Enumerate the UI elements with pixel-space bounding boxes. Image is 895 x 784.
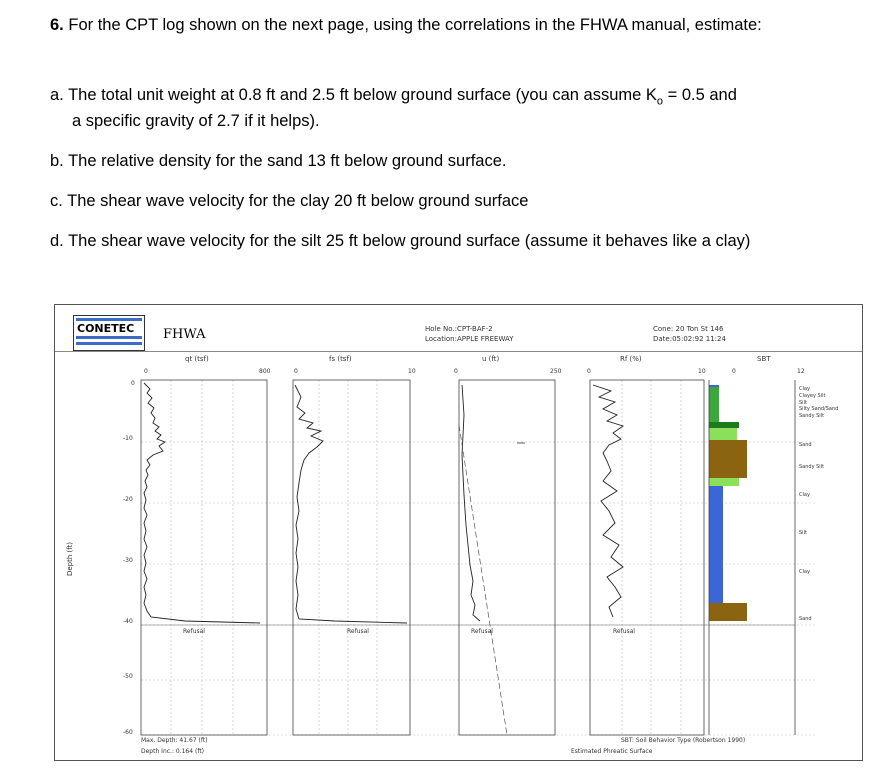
sbt-legend-item: Clay <box>799 386 810 392</box>
sbt-legend-item: Sandy Silt <box>799 413 825 419</box>
qt-panel <box>141 380 267 735</box>
question-intro <box>50 14 762 37</box>
depth-tick: -50 <box>123 673 133 680</box>
depth-tick: -60 <box>123 729 133 736</box>
hole-number: Hole No.:CPT-BAF-2 <box>425 325 493 333</box>
fs-trace <box>295 385 407 623</box>
refusal-label: Refusal <box>183 628 205 635</box>
panel-header-fs: fs (tsf) <box>329 355 352 363</box>
item-text: The total unit weight at 0.8 ft and 2.5 ft below ground surface (you can assume K <box>68 86 657 104</box>
sbt-legend-item: Clay <box>799 569 810 575</box>
client-name: FHWA <box>163 327 206 342</box>
fs-panel <box>293 380 410 735</box>
rf-panel <box>590 380 704 735</box>
sbt-max: 12 <box>797 368 805 375</box>
depth-axis-label: Depth (ft) <box>66 541 75 577</box>
phreatic-surface-note: Estimated Phreatic Surface <box>571 748 653 755</box>
depth-tick: 0 <box>131 380 135 387</box>
item-letter: c. <box>50 192 63 210</box>
cone-info: Cone: 20 Ton St 146 <box>653 325 724 333</box>
sbt-legend-item: Clay <box>799 492 810 498</box>
fs-max: 10 <box>408 368 416 375</box>
depth-tick: -40 <box>123 618 133 625</box>
sbt-legend-item: Silt <box>799 400 807 406</box>
max-depth: Max. Depth: 41.67 (ft) <box>141 737 208 744</box>
rf-trace <box>593 385 623 617</box>
depth-tick: -30 <box>123 557 133 564</box>
cpt-plots <box>55 305 862 760</box>
panel-header-rf: Rf (%) <box>620 355 642 363</box>
refusal-label: Refusal <box>613 628 635 635</box>
sbt-legend-item: Sand <box>799 616 812 622</box>
refusal-label: Refusal <box>347 628 369 635</box>
item-b <box>50 150 506 173</box>
depth-tick: -20 <box>123 496 133 503</box>
u-max: 250 <box>550 368 562 375</box>
qt-min: 0 <box>144 368 148 375</box>
item-text: The relative density for the sand 13 ft below ground surface. <box>68 152 507 170</box>
test-date: Date:05:02:92 11:24 <box>653 335 726 343</box>
cpt-log-figure <box>54 304 863 761</box>
rf-max: 10 <box>698 368 706 375</box>
hydrostatic-line <box>459 425 507 735</box>
depth-increment: Depth Inc.: 0.164 (ft) <box>141 748 205 755</box>
u-min: 0 <box>454 368 458 375</box>
panel-frames <box>141 380 704 735</box>
qt-max: 800 <box>259 368 271 375</box>
refusal-label: Refusal <box>471 628 493 635</box>
sbt-note: SBT: Soil Behavior Type (Robertson 1990) <box>621 737 746 744</box>
depth-tick: -10 <box>123 435 133 442</box>
u-panel <box>459 380 555 735</box>
rf-min: 0 <box>587 368 591 375</box>
sbt-legend-item: Silt <box>799 530 807 536</box>
item-a-line2: a specific gravity of 2.7 if it helps). <box>72 112 320 130</box>
sbt-legend-item: Silty Sand/Sand <box>799 406 839 412</box>
logo-text: CONETEC <box>77 322 135 335</box>
item-subscript: o <box>656 95 664 108</box>
panel-header-u: u (ft) <box>482 355 500 363</box>
item-letter: b. <box>50 152 64 170</box>
item-text: The shear wave velocity for the clay 20 ft below ground surface <box>67 192 529 210</box>
question-number: 6. <box>50 16 64 34</box>
item-d <box>50 230 750 253</box>
panel-header-qt: qt (tsf) <box>185 355 209 363</box>
question-intro-text: For the CPT log shown on the next page, using the correlations in the FHWA manual, estimate: <box>68 16 762 34</box>
item-text: The shear wave velocity for the silt 25 ft below ground surface (assume it behaves like a clay) <box>68 232 751 250</box>
location: Location:APPLE FREEWAY <box>425 335 514 343</box>
sbt-min: 0 <box>732 368 736 375</box>
panel-header-sbt: SBT <box>757 355 771 363</box>
item-c <box>50 190 528 213</box>
item-text: = 0.5 and <box>663 86 737 104</box>
sbt-legend-item: Sand <box>799 442 812 448</box>
item-letter: d. <box>50 232 64 250</box>
item-a <box>50 84 737 113</box>
sbt-legend-item: Clayey Silt <box>799 393 826 399</box>
item-letter: a. <box>50 86 64 104</box>
fs-min: 0 <box>294 368 298 375</box>
sbt-legend-item: Sandy Silt <box>799 464 825 470</box>
